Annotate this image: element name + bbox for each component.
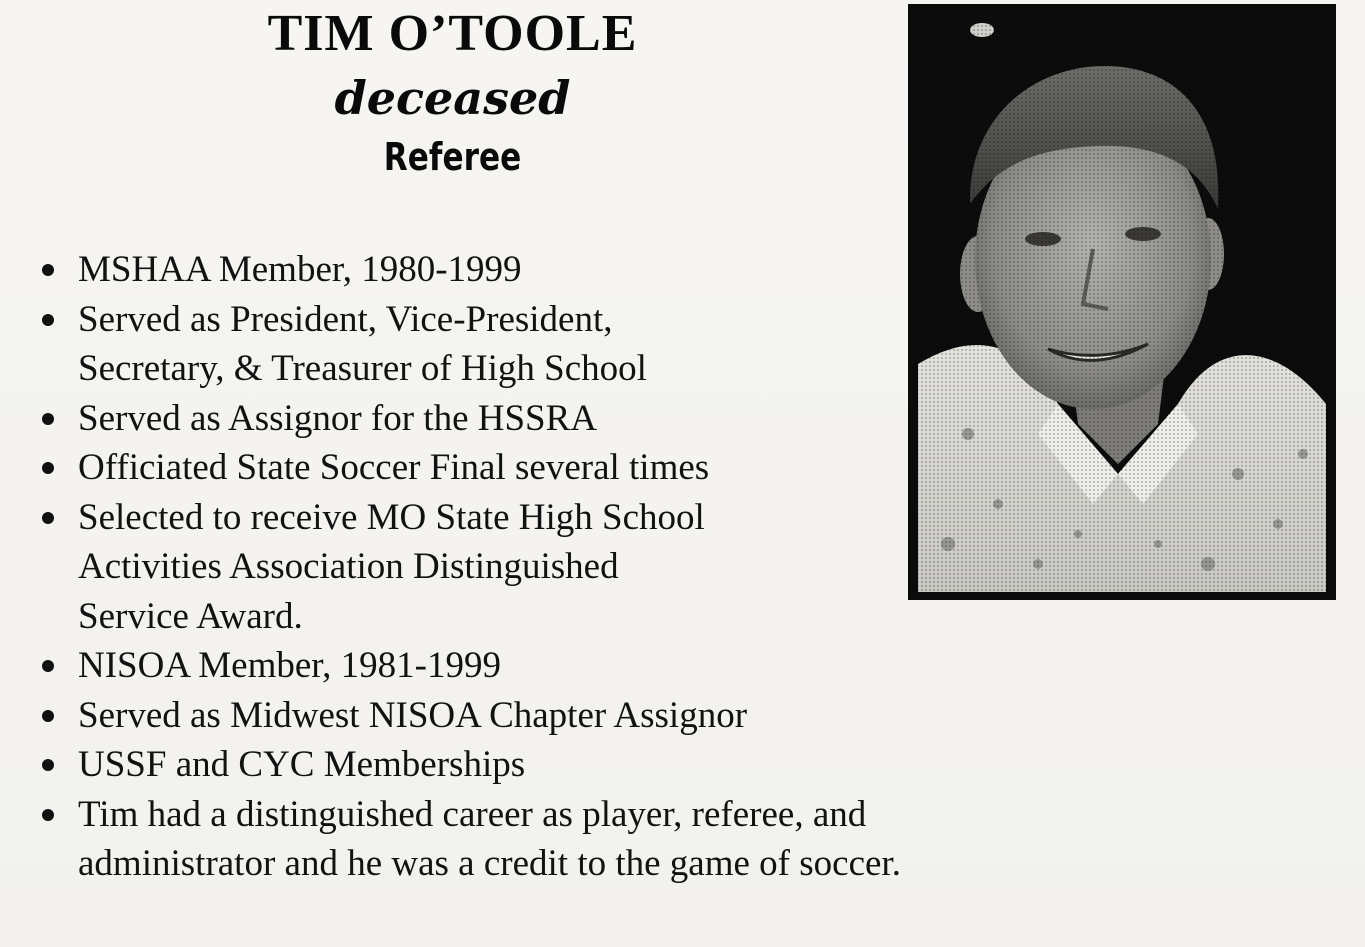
list-item [38, 641, 1138, 691]
bullet-icon [42, 710, 54, 722]
bullet-text: administrator and he was a credit to the game of soccer. [78, 843, 901, 884]
portrait-image [908, 4, 1336, 600]
bullet-icon [42, 660, 54, 672]
role-label: Referee [383, 135, 522, 179]
bullet-text: Tim had a distinguished career as player, referee, and [78, 793, 867, 835]
bullet-text: NISOA Member, 1981-1999 [78, 645, 501, 686]
bullet-icon [42, 314, 54, 326]
bullet-text: Secretary, & Treasurer of High School [78, 348, 647, 389]
list-item [38, 790, 1138, 889]
bullet-text: Activities Association Distinguished [78, 546, 619, 587]
bullet-icon [42, 264, 54, 276]
portrait-photo [908, 4, 1336, 600]
bullet-text: Served as Midwest NISOA Chapter Assignor [78, 694, 748, 736]
bullet-text: MSHAA Member, 1980-1999 [78, 249, 522, 290]
bullet-icon [42, 759, 54, 771]
bullet-text: Service Award. [78, 595, 303, 637]
bullet-icon [42, 462, 54, 474]
bullet-icon [42, 512, 54, 524]
bullet-text: Served as President, Vice-President, [78, 298, 613, 340]
bullet-text: USSF and CYC Memberships [78, 744, 526, 785]
bullet-icon [42, 413, 54, 425]
profile-header [180, 4, 725, 182]
bullet-icon [42, 809, 54, 821]
list-item [38, 691, 1138, 741]
bullet-text: Served as Assignor for the HSSRA [78, 397, 598, 439]
person-name: TIM O’TOOLE [267, 5, 638, 62]
status-label: deceased [334, 71, 571, 125]
bullet-text: Selected to receive MO State High School [78, 496, 705, 538]
bullet-text: Officiated State Soccer Final several times [78, 447, 710, 488]
list-item [38, 740, 1138, 790]
